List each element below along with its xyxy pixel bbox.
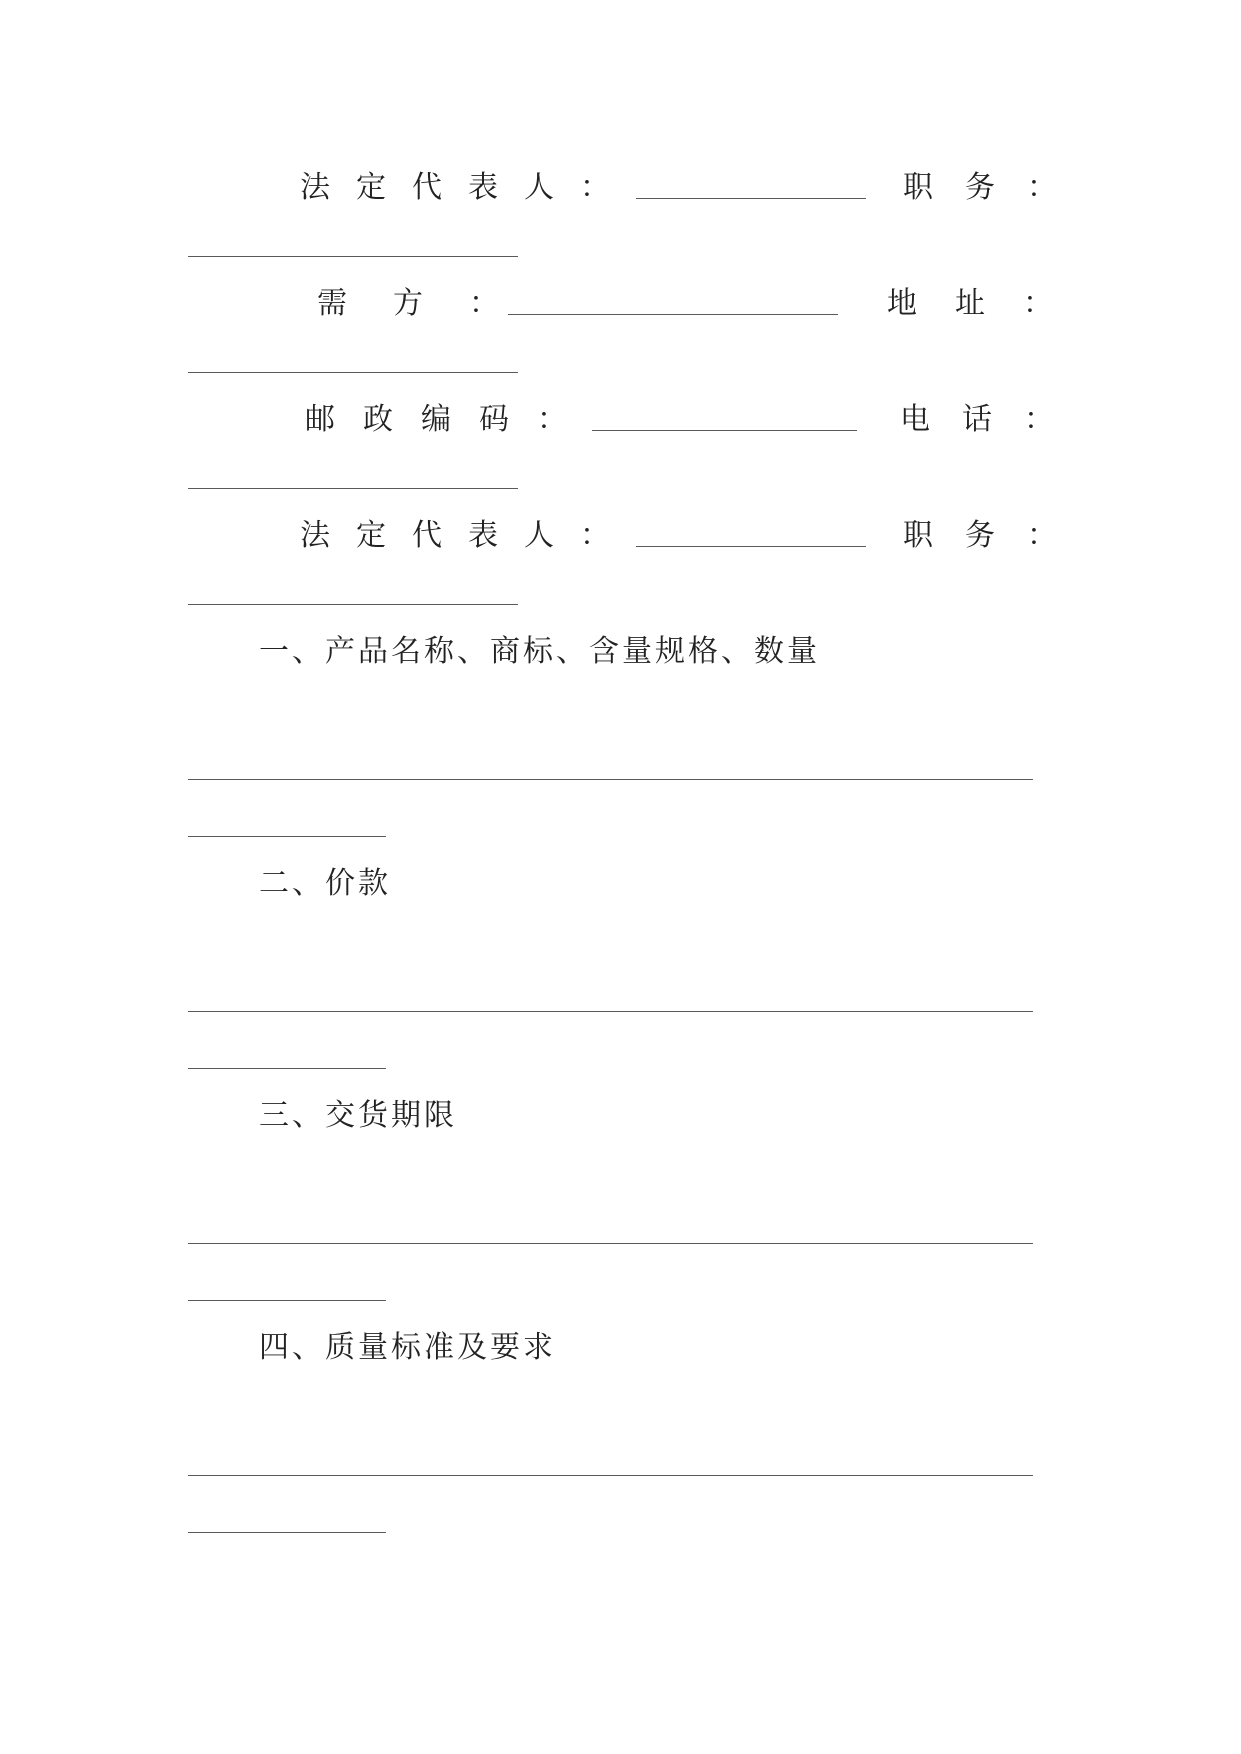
legal-rep-label: 法定代表人： [300, 170, 636, 205]
section-product-field-line-2[interactable] [188, 836, 386, 837]
buyer-legal-rep-label: 法定代表人： [300, 518, 636, 553]
supplier-legal-rep-row [0, 168, 1241, 228]
phone-field[interactable] [188, 488, 518, 489]
phone-label: 电话： [900, 402, 1086, 437]
section-quality-field-line-2[interactable] [188, 1532, 386, 1533]
postal-code-label: 邮政编码： [305, 402, 595, 437]
section-quality-field-line-1[interactable] [188, 1475, 1033, 1476]
postal-code-field[interactable] [592, 430, 857, 431]
position-label: 职务： [903, 170, 1089, 205]
buyer-name-label: 需方： [317, 286, 545, 321]
buyer-name-field[interactable] [508, 314, 838, 315]
buyer-position-label: 职务： [903, 518, 1089, 553]
position-field[interactable] [188, 256, 518, 257]
legal-rep-field[interactable] [636, 198, 866, 199]
section-heading-quality: 四、质量标准及要求 [259, 1330, 556, 1365]
buyer-name-row [0, 284, 1241, 344]
buyer-legal-rep-field[interactable] [636, 546, 866, 547]
address-label: 地址： [887, 286, 1091, 321]
buyer-legal-rep-row [0, 516, 1241, 576]
section-price-field-line-2[interactable] [188, 1068, 386, 1069]
section-product-field-line-1[interactable] [188, 779, 1033, 780]
section-delivery-field-line-2[interactable] [188, 1300, 386, 1301]
section-heading-product: 一、产品名称、商标、含量规格、数量 [259, 634, 820, 669]
buyer-position-field[interactable] [188, 604, 518, 605]
postal-code-row [0, 400, 1241, 460]
section-price-field-line-1[interactable] [188, 1011, 1033, 1012]
section-heading-price: 二、价款 [259, 866, 391, 901]
section-heading-delivery: 三、交货期限 [259, 1098, 457, 1133]
section-delivery-field-line-1[interactable] [188, 1243, 1033, 1244]
address-field[interactable] [188, 372, 518, 373]
